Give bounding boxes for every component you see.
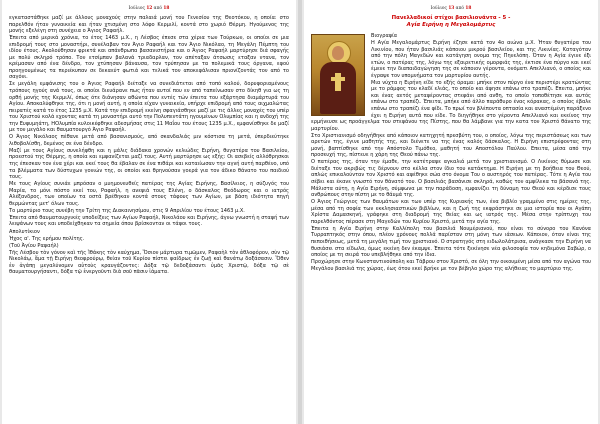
section-heading: Βιογραφία: [371, 33, 398, 39]
hymn-tone: Ήχος α'. Της ερήμου πολίτης.: [9, 235, 85, 242]
paragraph: Στο Χριστιανισμό οδηγήθηκε από κάποιον κατηχητή πρεσβύτη του, ο οποίος, λόγω της περιστάσεως και των αρετών της, έγινε μαθητής της, και διένετε να της ένας καλός δάσκαλος. Η Ειρήνη επιστρέφοντας στη μονή, βαπτίσθηκε από την Απόστολο Τιμόθεο, μαθητή του Αποστόλου Παύλου. Επειτα, μέσα από την προσευχή της, πίστευε η χάρη της Θεού πάνω της.: [311, 132, 591, 159]
right-page: [304, 0, 598, 424]
face-icon: [332, 46, 344, 60]
hymn-subtitle: (Τοῦ Ἁγίου Ραφαήλ): [9, 242, 59, 249]
page-number: Ιούλιος 12 από 18: [128, 6, 170, 11]
paragraph: Έπειτα από θαυματουργικές υποδείξεις των Αγίων Ραφαήλ, Νικολάου και Ειρήνης, άγνω γνωστή η σταφή των λειψάνων τους και υποδείχθηκαν τα σημεία όπου βρίσκονταν οι τάφοι τους.: [9, 214, 289, 228]
article-subtitle: Αγία Ειρήνη η Μεγαλομάρτυς: [406, 22, 496, 28]
paragraph: Ο Άγιος Γεώργιος των θαυμάτων και των υπέρ της Κυριακής των, ένα βιβλίο γραμμένο στις ημέρες της, μέσα από τη σοφία των εκκλησιαστικών βιβλίων, και η ζωή της εκφράστηκε σε μια ιστορία που οι Αγάπη Χρίστα Δαμασκηνή, γράφηκε στη διαδρομή της θείας και ως ιατρός της. Μέσα στην τρίπτυχη του παρελθόντος πέρασε στη Μαγεδών του Κυρίου Χριστό, μετά την αγία της.: [311, 199, 591, 225]
page-number: Ιούλιος 13 από 18: [430, 6, 472, 11]
paragraph: Έπειτα η Αγία Ειρήνη στην Καλλίπολη του βασιλιά Νουμέριανού, που είναι το σύνορο του Κανόνα Τυρραπτηκός στην όπου, πλέον χρόνους πολλά παρίσταν στη μόνη των ιάσεων. Κάποιον, όταν είναι της πεποιθήσεως, μετά τη μεγάλη τιμή τον χριστιανό. Ο στρατηγός στη ειδωλολάτρισα, ανάγκασε την Ειρήνη να θυσιάσει στα είδωλα, όμως εκείνη δεν έκαμψε. Έπειτα τότε ξεκίνησε νέα φιλοσοφία τον κηδεμόνα Σαβώρ, ο οποίος με τη σειρά του υπεβλήθηκε από την ίδια.: [311, 225, 591, 259]
paragraph: Μαζί με τους Αγίους συνελήφθη και η μάλις διάδακα χρονών κελιώδες Ειρήνη, θυγατέρα του Βασιλείου, προεστού της Θέρμης, η οποία και εμφανίζεται μαζί τους. Αυτή μαρτύρησε ως εξής: Οι ασεβείς αλλόθρησκοι της έπεσκαν τον ένα χέρι και εκεί τους θα έβαλαν σε ένα πιθάρι και καταιίωσαν την αγνή αυτή παρθένο, υπό τα βλέμματα των δύστυχων γονιών της, οι οποίοι και θρηνούσαν γοερά για τον άδικο θάνατο του παιδιού τους.: [9, 147, 289, 181]
section-heading: Απολυτίκιον: [9, 228, 40, 235]
paragraph: Η Αγία Μεγαλομάρτυς Ειρήνη έζησε κατά τον 4ο αιώνα μ.Χ. Ήταν θυγατέρα του Λικινίου, που ήταν βασιλιάς κάποιου μικρού βασιλείου, και της Λικινίας. Καταγόταν από την πόλη Μαγεδών και κατάγηση ονομα της Πηνελόπη. Όταν η Αγία έγινε έξι ετών, ο πατέρας της, λόγω της εξαιρετικής ομορφιάς της, έκτισε ένα πύργο και εκεί έμενε την διαπαιδαγώγηση της σε κάποιον γέροντα, ονόματι Απελλιανό, ο οποίος και έγραψε τον υπομνήματα τον μαρτυρίου αυτής.: [371, 40, 591, 79]
hymn-text: Τῆς Λέσβου τὸν γόνον καὶ τῆς Ἰθάκης τὸν καύχημα, Ὅσιον μάρτυρα τιμῶμεν, Ραφαὴλ τὸν ἀθλοφόρον, σὺν τῷ Νικολάῳ, ἅμα τῇ Ειρήνῃ θεοφρούρῳ, θείαν τοῦ Κυρίου πίστει φαίδρως ἐν ζωῇ καὶ θανάτῳ δοξάσασιν. Ὅθεν ἐν ἀγάπῃ μεγαλύνομεν αὐτοὺς κραυγάζοντες: Δόξα τῷ δεδοξάσαντι ὑμᾶς Χριστῷ, δόξα τῷ σὲ θαυματουργήσαντι, δόξα τῷ ἐνεργοῦντι διὰ σοῦ πᾶσιν ἰάματα.: [9, 249, 289, 276]
right-body-text: [311, 33, 591, 272]
paragraph: Σε μεγάλη εμφάνισης του ο Άγιος Ραφαήλ διέταξε να συνεδιάτεται από τοπό καλού, δορυφοριαμένους τρόπους ηγούς ανά τους, οι οποίοι διευάρανε πως ήταν αυτοί που εν από ταπείνωσαν στο δίκηθ για ως τη ορθή μονής της Κερμιλί, όπως ότε διάνησαν αθώντα που εντές τών έπειτα του εξάρτησα διαμάρτυρά του Αγίου. Αποκαλύφθηκε της, ότι η μονή αυτή, η οποία είχαν γυναικεία, υπήρχε επιδρομή από τους αιχμαλώτας πειρατές κατά το έτος 1235 μ.Χ. Κατά την επιδρομή εκείνη σφαγιάσθηκε μαζί με τις άλλες μοναχές του υπέρ του Χριστού κολά εχοντας κατά τη μοναστήρι αυτό την Πολυπεντάτη ηγουμένων Ολυμπίας και η ανδοχή της την Ευφυμηάτη, ΗΟλυμπία κυλοικέφθηκε αδεσμήσας στις 11 Μαΐου του έτους 1235 μ.Χ., εμφανίσθηκε δε μαζί με τον μεγάλο και θαυματουργό Άγιο Ραφαήλ.: [9, 81, 289, 134]
left-body-text: [9, 15, 289, 276]
page-divider: [298, 0, 302, 424]
paragraph: Το μαρτύριο τους συνέβη την Τρίτη της Διακαινησίμου, στις 9 Απριλίου του έτους 1463 μ.Χ.: [9, 207, 245, 214]
paragraph: εγκαταστάθηκε μαζί με άλλους μοναχούς στην παλαιά μονή του Γενεσίου της Θεοτόκου, η οποία: στο παρελθόν ήταν γυναικεία και ήταν χτισμένη στο λόφο Κερμιλί, κοντά στο χωριό Θέρμη. Ηγούμενος της μονής εξελέγη στη συνέχεια ο Άγιος Ραφαήλ.: [9, 15, 289, 35]
article-title: Πανελλαδικοί στίχοι βασιλιονάντα - 5 -: [391, 15, 511, 21]
paragraph: Προχώρησε στην Κωνσταντινούπολη και Τάβρου στον Χριστό, σε όλη την οικουμένη μέσα από τον αγώνα του Μεγάλου βασιλιά της χώρας, έως ότου εκεί βρήκε με τον βέβηλο χώρο της αλήθειας το μαρτύριο της.: [311, 259, 591, 272]
paragraph: Με τους Αγίους συνιάε μπρόσαν ο μυημονευθείς πατέρας της Αγίας Ειρήνης, Βασίλειος, η σύζυγός του Μαρία, το μόνι πόστο εκεί του, Ραφαήλ, η ανεψιά τους Ελένη, ο δάσκαλος Θεόδωρος και ο ιατρός Αλέξανδρος, των οποίων τα οστά βρέθηκαν κοντά στους τάφους των Αγίων, με βάση ιδιότητα πηγή θερμώντας μετ' όλων τους.: [9, 181, 289, 207]
saint-icon-image: [311, 34, 365, 116]
paragraph: Ο πατέρας της, όταν την έμαθε, την κατέτραψε αγκαλιά μετά τον χριστιανισμό. Ο Λικίνιος θύμωσε και διέταξε τον ακριβώς τις δέρνουν στο κέλλα στον ίδιο του κατάκτημα. Η Ειρήνη με τη βοήθεια του Θεού, απλώς επικαλούνταν τον Χριστό και αφέθηκε σώα στο όνομα Του ο αυστηρός του πατέρας. Τότε η Αγία του σέβει και έκανε γνωστό τον θάνατό του. Ο βασιλιάς βασάνισε σκληρά, καθώς τον αμφίλεκα τα βάσανά της. Μάλιστα αύτη, η Αγία Ειρήνη, σύμφωνα με την παράδοση, εμφανίζει τη δύναμη του Θεού και κέρδισε τους ανθρώπους στην πίστη με το θάυμά της.: [311, 159, 591, 199]
cross-icon: [335, 73, 341, 91]
paragraph: Ο Άγιος Νικόλαος πέθανε μετά από βασανισμούς, από σκανδαλιάς μιν κόστισα τη μετά, ύπερδιεύτηκε λιθοβολίσθη, δεμένος σε ένα δένδρο.: [9, 134, 289, 147]
paragraph: Μια νύχτα η Ειρήνη είδε το εξής όραμα: μπήκε στον πύργο ένα περιστέρι κρατώντας με το ράμφος του κλαδί ελιάς, το οποίο και άφησε επάνω στο τραπέζι. Επειτα, μπήκε και ένας αετός μεταφέροντας στεφάνι από ανθη, το οποίο τοποθέτησε και αυτός επάνω στο τραπέζι. Έπειτα, μπήκε από άλλο παράθυρο ένας κόρακας, ο οποίος έβαλε επάνω στο τραπέζι ένα φίδι. Το πρωί τον βλέποντα οπτασία και αναστέμένη παράξενο έχει η Ειρήνη αυτά που είδε. Το διηγήθηκε στο γέροντα Απελλιανό και εκείνος την ερμήνευσε ως προάγγελμα του στεφάνου της Πίστης, που θα λάμβανε για την κατα τον Χριστό θάνατο της μαρτυρίου.: [311, 79, 591, 132]
left-page: [2, 0, 296, 424]
paragraph: Έπειτα από μερικά χρόνια, το έτος 1463 μ.Χ., η Λέσβος έπεσε στα χέρια των Τούρκων, οι οποίοι σε μια επιδρομή τους στο μοναστήρι, συνέλαβαν τον Άγιο Ραφαήλ και τον Άγιο Νικόλαο, τη Μεγάλη Πέμπτη του ιδίου έτους. Ακολούθησαν φρικτά και απάνθρωπα βασανιστήρια και ο Άγιος Ραφαήλ μαρτύρησε διά σφαγής με πολύ σκληρό τρόπο. Τον ετσίμπαν βαλανά τριαδαρλαν, τον απέταξαν άτσωσις εταξαν ντανα, τον κρέμασαν από ένα δένδρο, τον χτύπησαν βάναυσα, τον τρύπησαν με τα πολεμικά τους όργανα, εφού προηγουμένως τα περιέκυπαν σε δεκαεύτ φωτιά και τελικά τον αποκεφάλισαν πριονίζοντάς τον από το σαγόνι.: [9, 35, 289, 81]
